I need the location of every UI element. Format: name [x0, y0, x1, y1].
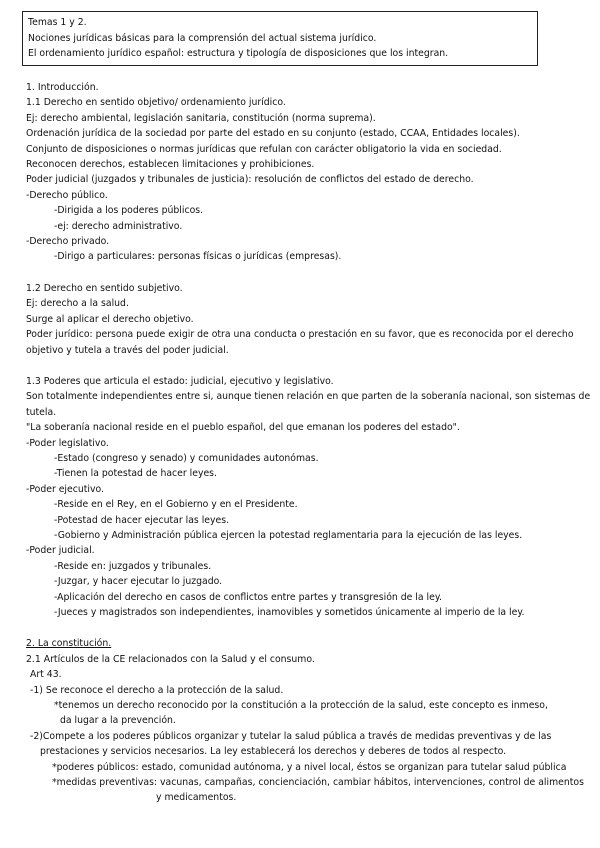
list-item: -Poder judicial.	[26, 545, 95, 557]
document-body	[26, 80, 591, 806]
article-item: -1) Se reconoce el derecho a la protección de la salud.	[30, 684, 284, 696]
list-subitem: -Reside en el Rey, en el Gobierno y en el Presidente.	[54, 499, 298, 511]
list-subitem: -Reside en: juzgados y tribunales.	[54, 560, 212, 572]
article-item: -2)Compete a los poderes públicos organizar y tutelar la salud pública a través de medidas preventivas y de las	[30, 730, 552, 742]
paragraph-line: Son totalmente independientes entre si, aunque tienen relación en que parten de la soberanía nacional, son sistemas de	[26, 391, 591, 403]
list-subitem: -Juzgar, y hacer ejecutar lo juzgado.	[54, 576, 223, 588]
paragraph-line: Reconocen derechos, establecen limitaciones y prohibiciones.	[26, 159, 315, 171]
paragraph-line: Ej: derecho a la salud.	[26, 298, 129, 310]
note-line: *poderes públicos: estado, comunidad autónoma, y a nivel local, éstos se organizan para tutelar salud pública	[52, 761, 567, 773]
article-label: Art 43.	[30, 669, 62, 681]
article-item-cont: prestaciones y servicios necesarios. La ley establecerá los derechos y deberes de todos al respecto.	[40, 746, 507, 758]
paragraph-line: Poder jurídico: persona puede exigir de otra una conducta o prestación en su favor, que es reconocida por el derecho	[26, 329, 574, 341]
paragraph-line: Surge al aplicar el derecho objetivo.	[26, 313, 194, 325]
title-line-2: Nociones jurídicas básicas para la comprensión del actual sistema jurídico.	[28, 32, 377, 44]
paragraph-line: objetivo y tutela a través del poder judicial.	[26, 344, 229, 356]
section-2-heading: 2. La constitución.	[26, 638, 112, 650]
section-1-1-heading: 1.1 Derecho en sentido objetivo/ ordenamiento jurídico.	[26, 97, 286, 109]
list-subitem: -Tienen la potestad de hacer leyes.	[54, 468, 217, 480]
title-line-1: Temas 1 y 2.	[28, 17, 87, 28]
note-line: *medidas preventivas: vacunas, campañas, concienciación, cambiar hábitos, intervenciones, control de alimentos	[52, 777, 584, 789]
quote-line: "La soberanía nacional reside en el pueblo español, del que emanan los poderes del estado".	[26, 422, 460, 434]
list-subitem: -Potestad de hacer ejecutar las leyes.	[54, 514, 230, 526]
paragraph-line: Conjunto de disposiciones o normas jurídicas que refulan con carácter obligatorio la vida en sociedad.	[26, 143, 502, 155]
paragraph-line: Poder judicial (juzgados y tribunales de justicia): resolución de conflictos del estado de derecho.	[26, 174, 474, 186]
list-subitem: -Dirigida a los poderes públicos.	[54, 205, 204, 217]
list-item: -Poder ejecutivo.	[26, 483, 104, 495]
section-1-2-heading: 1.2 Derecho en sentido subjetivo.	[26, 282, 183, 294]
title-box	[22, 11, 538, 66]
note-line: da lugar a la prevención.	[60, 715, 176, 727]
intro-heading: 1. Introducción.	[26, 82, 99, 93]
list-subitem: -Jueces y magistrados son independientes, inamovibles y sometidos únicamente al imperio de la ley.	[54, 607, 525, 618]
section-2-1-heading: 2.1 Artículos de la CE relacionados con la Salud y el consumo.	[26, 653, 315, 665]
list-item: -Derecho privado.	[26, 236, 110, 248]
title-line-3: El ordenamiento jurídico español: estructura y tipología de disposiciones que los integran.	[28, 48, 449, 59]
list-subitem: -Dirigo a particulares: personas físicas o jurídicas (empresas).	[54, 251, 342, 263]
note-line: y medicamentos.	[156, 792, 237, 804]
section-1-3-heading: 1.3 Poderes que articula el estado: judicial, ejecutivo y legislativo.	[26, 375, 334, 387]
list-subitem: -Estado (congreso y senado) y comunidades autonómas.	[54, 452, 319, 464]
list-subitem: -ej: derecho administrativo.	[54, 220, 183, 232]
list-subitem: -Aplicación del derecho en casos de conflictos entre partes y transgresión de la ley.	[54, 591, 442, 603]
list-subitem: -Gobierno y Administración pública ejercen la potestad reglamentaria para la ejecución de las leyes.	[54, 529, 523, 541]
paragraph-line: Ej: derecho ambiental, legislación sanitaria, constitución (norma suprema).	[26, 112, 376, 124]
list-item: -Poder legislativo.	[26, 437, 109, 449]
list-item: -Derecho público.	[26, 189, 108, 201]
paragraph-line: Ordenación jurídica de la sociedad por parte del estado en su conjunto (estado, CCAA, Entidades locales).	[26, 128, 520, 140]
paragraph-line: tutela.	[26, 406, 57, 418]
note-line: *tenemos un derecho reconocido por la constitución a la protección de la salud, este concepto es inmeso,	[54, 700, 548, 712]
